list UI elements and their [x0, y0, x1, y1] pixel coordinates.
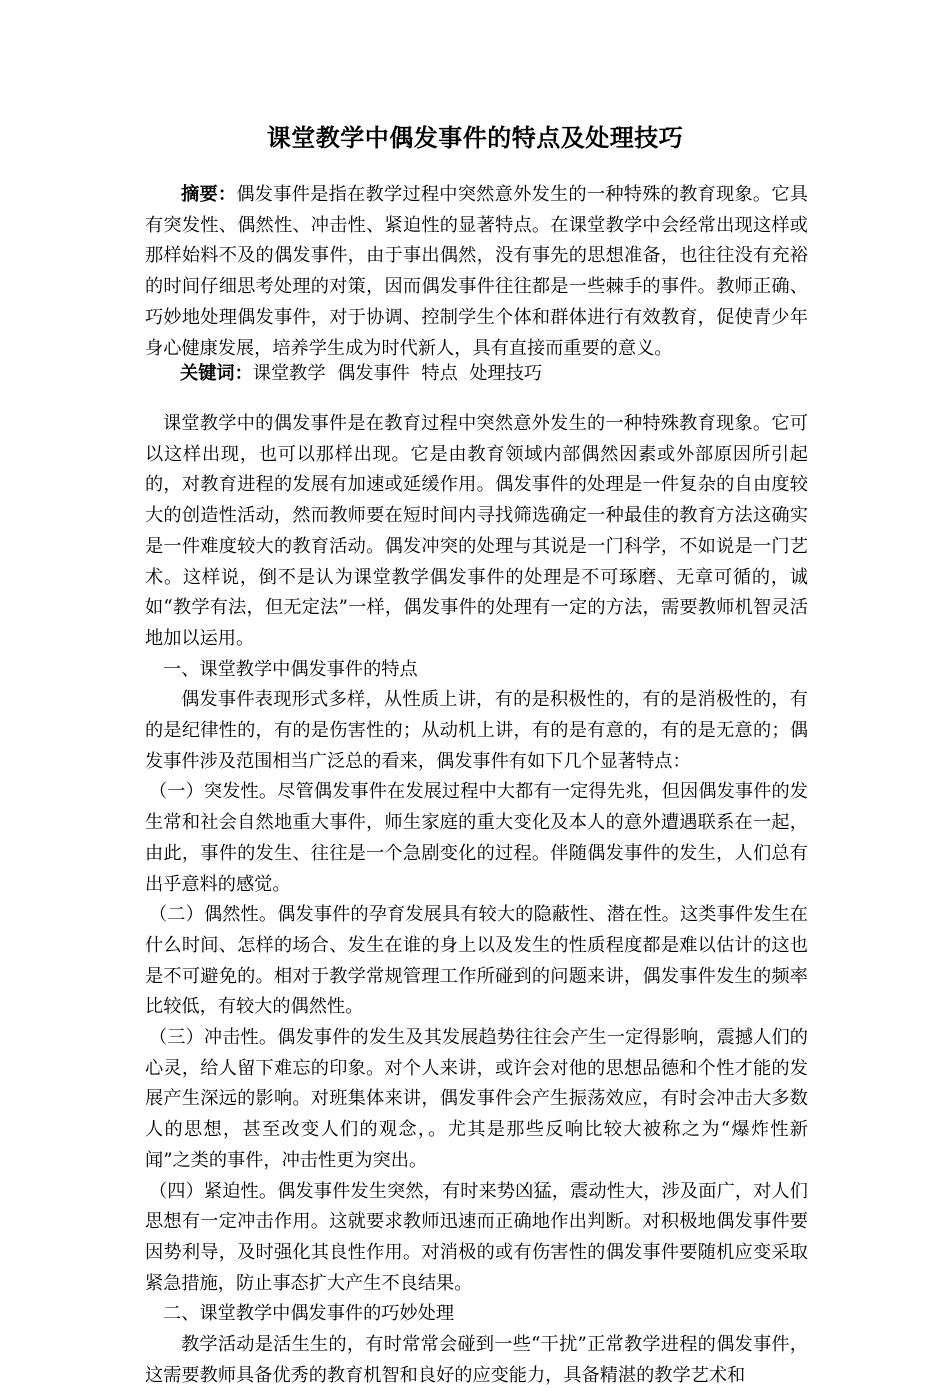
- keywords-label: 关键词：: [180, 363, 253, 384]
- document-title: 课堂教学中偶发事件的特点及处理技巧: [266, 124, 684, 152]
- section-heading-handling: 二、课堂教学中偶发事件的巧妙处理: [163, 1303, 455, 1325]
- abstract-paragraph: [145, 180, 808, 364]
- body-text: [145, 409, 808, 1392]
- handling-intro-paragraph: 教学活动是活生生的，有时常常会碰到一些“干扰”正常教学进程的偶发事件，这需要教师具备优秀的教育机智和良好的应变能力，具备精湛的教学艺术和: [145, 1334, 808, 1386]
- characteristic-impact: （三）冲击性。偶发事件的发生及其发展趋势往往会产生一定得影响，震撼人们的心灵，给人留下难忘的印象。对个人来讲，或许会对他的思想品德和个性才能的发展产生深远的影响。对班集体来讲，偶发事件会产生振荡效应，有时会冲击大多数人的思想，甚至改变人们的观念，。尤其是那些反响比较大被称之为“爆炸性新闻”之类的事件，冲击性更为突出。: [145, 1027, 808, 1171]
- intro-paragraph: 课堂教学中的偶发事件是在教育过程中突然意外发生的一种特殊教育现象。它可以这样出现，也可以那样出现。它是由教育领域内部偶然因素或外部原因所引起的，对教育进程的发展有加速或延缓作用。偶发事件的处理是一件复杂的自由度较大的创造性活动，然而教师要在短时间内寻找筛选确定一种最佳的教育方法这确实是一件难度较大的教育活动。偶发冲突的处理与其说是一门科学，不如说是一门艺术。这样说，倒不是认为课堂教学偶发事件的处理是不可琢磨、无章可循的，诚如“教学有法，但无定法”一样，偶发事件的处理有一定的方法，需要教师机智灵活地加以运用。: [145, 413, 808, 649]
- characteristic-urgency: （四）紧迫性。偶发事件发生突然，有时来势凶猛，震动性大，涉及面广，对人们思想有一定冲击作用。这就要求教师迅速而正确地作出判断。对积极地偶发事件要因势利导，及时强化其良性作用。对消极的或有伤害性的偶发事件要随机应变采取紧急措施，防止事态扩大产生不良结果。: [145, 1180, 808, 1294]
- keywords-text: 课堂教学 偶发事件 特点 处理技巧: [252, 363, 543, 384]
- abstract-label: 摘要：: [181, 184, 237, 205]
- abstract-text: 偶发事件是指在教学过程中突然意外发生的一种特殊的教育现象。它具有突发性、偶然性、冲击性、紧迫性的显著特点。在课堂教学中会经常出现这样或那样始料不及的偶发事件，由于事出偶然，没有事先的思想准备，也往往没有充裕的时间仔细思考处理的对策，因而偶发事件往往都是一些棘手的事件。教师正确、巧妙地处理偶发事件，对于协调、控制学生个体和群体进行有效教育，促使青少年身心健康发展，培养学生成为时代新人，具有直接而重要的意义。: [145, 184, 808, 359]
- characteristics-intro-paragraph: 偶发事件表现形式多样，从性质上讲，有的是积极性的，有的是消极性的，有的是纪律性的，有的是伤害性的；从动机上讲，有的是有意的，有的是无意的；偶发事件涉及范围相当广泛总的看来，偶发事件有如下几个显著特点：: [145, 689, 808, 772]
- section-heading-characteristics: 一、课堂教学中偶发事件的特点: [163, 658, 418, 680]
- characteristic-suddenness: （一）突发性。尽管偶发事件在发展过程中大都有一定得先兆，但因偶发事件的发生常和社会自然地重大事件，师生家庭的重大变化及本人的意外遭遇联系在一起，由此，事件的发生、往往是一个急剧变化的过程。伴随偶发事件的发生，人们总有出乎意料的感觉。: [145, 781, 808, 895]
- characteristic-contingency: （二）偶然性。偶发事件的孕育发展具有较大的隐蔽性、潜在性。这类事件发生在什么时间、怎样的场合、发生在谁的身上以及发生的性质程度都是难以估计的这也是不可避免的。相对于教学常规管理工作所碰到的问题来讲，偶发事件发生的频率比较低，有较大的偶然性。: [145, 904, 808, 1018]
- keywords-line: [180, 359, 800, 390]
